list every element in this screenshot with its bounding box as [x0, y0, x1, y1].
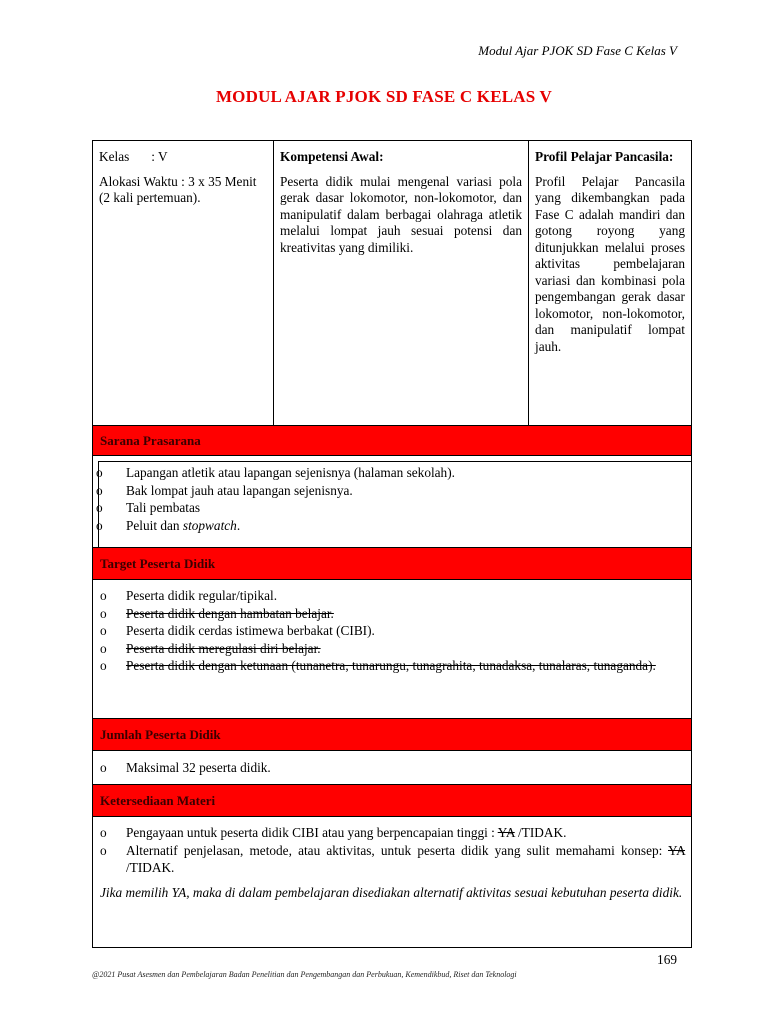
- class-info-cell: [93, 141, 274, 425]
- bullet-icon: o: [100, 825, 107, 840]
- bullet-icon: o: [100, 640, 107, 656]
- document-title: MODUL AJAR PJOK SD FASE C KELAS V: [215, 87, 553, 106]
- profil-text: Profil Pelajar Pancasila yang dikembangkan pada Fase C adalah mandiri dan gotong royong yang ditunjukkan melalui proses aktivitas pembelajaran variasi dan kombinasi pola pengembangan gerak dasar lokomotor, non-lokomotor, dan manipulatif lompat jauh.: [535, 173, 685, 354]
- bullet-icon: o: [100, 605, 107, 621]
- list-item: o Bak lompat jauh atau lapangan sejenisnya.: [96, 482, 353, 498]
- kompetensi-title: Kompetensi Awal:: [280, 149, 384, 164]
- bullet-icon: o: [96, 482, 103, 498]
- sarana-heading: Sarana Prasarana: [93, 425, 691, 456]
- list-item: o Maksimal 32 peserta didik.: [100, 760, 271, 775]
- kelas-label: Kelas: [99, 149, 130, 164]
- bullet-icon: o: [100, 760, 107, 775]
- jumlah-body: [93, 751, 691, 784]
- jumlah-heading: Jumlah Peserta Didik: [93, 718, 691, 751]
- list-item: o Lapangan atletik atau lapangan sejenisnya (halaman sekolah).: [96, 465, 455, 480]
- materi-body: [93, 817, 691, 947]
- list-item: o Peserta didik meregulasi diri belajar.: [100, 640, 321, 656]
- list-item: o Peserta didik dengan hambatan belajar.: [100, 605, 334, 621]
- list-item: o Tali pembatas: [96, 500, 201, 515]
- running-header: Modul Ajar PJOK SD Fase C Kelas V: [478, 43, 677, 58]
- profil-cell: [529, 141, 691, 425]
- kelas-value: : V: [151, 149, 168, 164]
- bullet-icon: o: [96, 500, 103, 515]
- materi-heading: Ketersediaan Materi: [93, 784, 691, 817]
- bullet-icon: o: [96, 465, 103, 480]
- list-item: o Alternatif penjelasan, metode, atau aktivitas, untuk peserta didik yang sulit memahami konsep: YA /TIDAK.: [100, 842, 685, 875]
- target-body: [93, 580, 691, 718]
- list-item: o Peserta didik dengan ketunaan (tunanetra, tunarungu, tunagrahita, tunadaksa, tunalaras, tunaganda).: [100, 658, 656, 673]
- sarana-body: [93, 456, 691, 547]
- materi-note: Jika memilih YA, maka di dalam pembelajaran disediakan alternatif aktivitas sesuai kebutuhan peserta didik.: [100, 885, 683, 900]
- alokasi-waktu: Alokasi Waktu : 3 x 35 Menit (2 kali pertemuan).: [99, 173, 257, 205]
- bullet-icon: o: [100, 588, 107, 603]
- copyright-note: @2021 Pusat Asesmen dan Pembelajaran Badan Penelitian dan Pengembangan dan Perbukuan, Kemendikbud, Riset dan Teknologi: [92, 970, 517, 979]
- list-item: o Pengayaan untuk peserta didik CIBI atau yang berpencapaian tinggi : YA /TIDAK.: [100, 825, 567, 840]
- materi-list: [93, 824, 691, 877]
- list-item: o Peserta didik regular/tipikal.: [100, 588, 278, 603]
- target-list: [93, 587, 691, 675]
- profil-title: Profil Pelajar Pancasila:: [535, 149, 674, 164]
- sarana-list: [93, 464, 691, 534]
- kompetensi-text: Peserta didik mulai mengenal variasi pola gerak dasar lokomotor, non-lokomotor, dan manipulatif dalam berbagai olahraga atletik melalui lompat jauh sesuai potensi dan kreativitas yang dimiliki.: [280, 173, 522, 255]
- bullet-icon: o: [100, 658, 107, 673]
- bullet-icon: o: [100, 842, 107, 858]
- list-item: o Peluit dan stopwatch.: [96, 517, 241, 533]
- list-item: o Peserta didik cerdas istimewa berbakat (CIBI).: [100, 623, 375, 638]
- bullet-icon: o: [100, 623, 107, 638]
- info-row: [93, 141, 691, 425]
- module-table: [92, 140, 692, 948]
- kompetensi-cell: [274, 141, 529, 425]
- bullet-icon: o: [96, 517, 103, 533]
- target-heading: Target Peserta Didik: [93, 547, 691, 580]
- page-number: 169: [657, 952, 677, 967]
- jumlah-list: [93, 759, 691, 777]
